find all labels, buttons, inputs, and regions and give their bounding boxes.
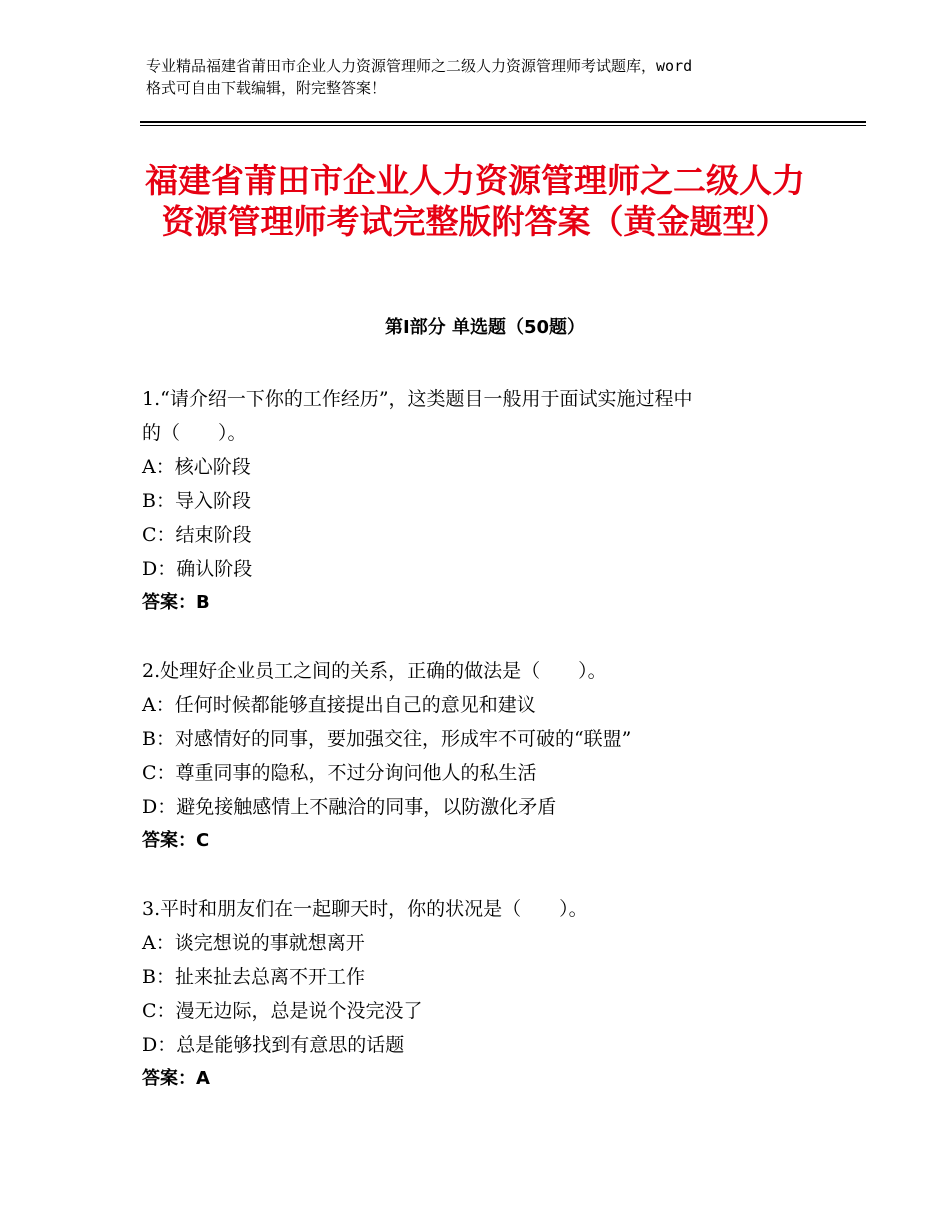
- header-divider-thick: [140, 121, 866, 123]
- question-1: [142, 382, 822, 620]
- question-3-option-a: A：谈完想说的事就想离开: [142, 932, 365, 954]
- document-title: 福建省莆田市企业人力资源管理师之二级人力资源管理师考试完整版附答案（黄金题型）: [145, 161, 805, 241]
- header-note-line-1: 专业精品福建省莆田市企业人力资源管理师之二级人力资源管理师考试题库，word: [146, 57, 693, 75]
- header-divider-thin: [140, 125, 866, 126]
- question-1-option-a: A：核心阶段: [142, 456, 251, 478]
- question-1-stem-line-2: 的（ ）。: [142, 422, 247, 444]
- question-2-option-b: B：对感情好的同事，要加强交往，形成牢不可破的“联盟”: [142, 728, 632, 750]
- question-3: [142, 892, 822, 1096]
- question-2-option-d: D：避免接触感情上不融洽的同事，以防激化矛盾: [142, 796, 557, 818]
- question-1-option-b: B：导入阶段: [142, 490, 251, 512]
- question-1-stem-line-1: 1.“请介绍一下你的工作经历”，这类题目一般用于面试实施过程中: [142, 388, 693, 410]
- question-3-answer: 答案：A: [142, 1068, 210, 1089]
- question-2-option-c: C：尊重同事的隐私，不过分询问他人的私生活: [142, 762, 537, 784]
- question-2: [142, 654, 822, 858]
- question-3-option-b: B：扯来扯去总离不开工作: [142, 966, 365, 988]
- question-3-option-d: D：总是能够找到有意思的话题: [142, 1034, 405, 1056]
- question-2-answer: 答案：C: [142, 830, 210, 851]
- question-1-answer: 答案：B: [142, 592, 210, 613]
- section-heading: 第Ⅰ部分 单选题（50题）: [384, 317, 585, 338]
- question-3-option-c: C：漫无边际，总是说个没完没了: [142, 1000, 423, 1022]
- question-3-stem-line-1: 3.平时和朋友们在一起聊天时，你的状况是（ ）。: [142, 898, 588, 920]
- question-2-stem-line-1: 2.处理好企业员工之间的关系，正确的做法是（ ）。: [142, 660, 607, 682]
- header-note-line-2: 格式可自由下载编辑，附完整答案！: [146, 79, 387, 97]
- question-1-option-d: D：确认阶段: [142, 558, 253, 580]
- question-2-option-a: A：任何时候都能够直接提出自己的意见和建议: [142, 694, 536, 716]
- question-1-option-c: C：结束阶段: [142, 524, 252, 546]
- header-note: [146, 55, 846, 99]
